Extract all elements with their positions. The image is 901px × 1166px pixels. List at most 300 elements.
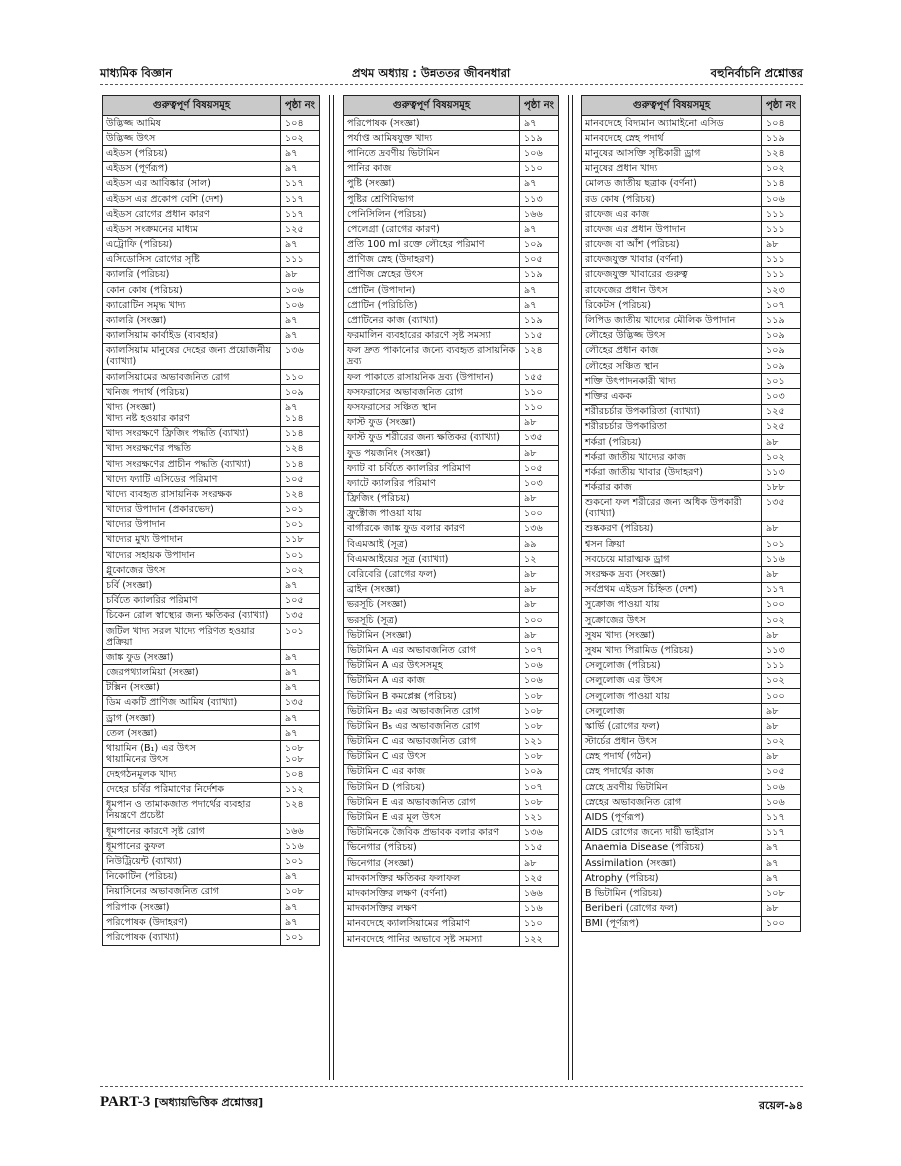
topic-cell: শরীরচর্চার উপকারিতা (ব্যাখ্যা) [582, 404, 762, 419]
page-cell: ১০৬ [281, 298, 320, 313]
topic-cell: প্রতি 100 ml রক্তে লৌহের পরিমাণ [344, 237, 520, 252]
table-row [344, 116, 559, 131]
table-row [582, 419, 801, 434]
topic-cell: দেহের চর্বির পরিমাণের নির্দেশক [103, 782, 281, 797]
table-row [103, 578, 320, 593]
page-cell: ১২ [520, 552, 559, 567]
page-cell: ১১৯ [762, 313, 801, 328]
topic-cell: চর্বি (সংজ্ঞা) [103, 578, 281, 593]
page-cell: ৯৭ [281, 726, 320, 741]
page-cell: ১০৮ ১০৮ [281, 741, 320, 767]
table-row [582, 450, 801, 465]
page-cell: ১০৮ [520, 749, 559, 764]
topic-cell: Atrophy (পরিচয়) [582, 871, 762, 886]
topic-cell: সুষম খাদ্য (সংজ্ঞা) [582, 628, 762, 643]
table-row [582, 161, 801, 176]
index-column-1 [102, 95, 320, 946]
table-row [344, 131, 559, 146]
page-cell: ১০৬ [762, 795, 801, 810]
topic-cell: ফ্রিজিং (পরিচয়) [344, 491, 520, 506]
table-row [344, 370, 559, 385]
topic-cell: শর্করা (পরিচয়) [582, 434, 762, 449]
page-cell: ১৩৬ [520, 825, 559, 840]
part-number: PART-3 [100, 1094, 151, 1110]
page-cell: ৯৮ [762, 521, 801, 536]
page-cell: ১১০ [520, 385, 559, 400]
page-cell: ৯৭ [520, 283, 559, 298]
page-cell: ৯৮ [762, 749, 801, 764]
table-row [344, 222, 559, 237]
table-row [344, 283, 559, 298]
page-cell: ৯৭ [762, 871, 801, 886]
table-row [582, 404, 801, 419]
topic-cell: নিউট্রিয়েন্ট (ব্যাখ্যা) [103, 854, 281, 869]
page-cell: ১০৬ [520, 146, 559, 161]
page-cell: ১০৯ [520, 237, 559, 252]
table-row [582, 764, 801, 779]
table-row [582, 810, 801, 825]
topic-cell: জেরপথ্যালমিয়া (সংজ্ঞা) [103, 665, 281, 680]
page-cell: ১০৮ [520, 795, 559, 810]
table-row [103, 650, 320, 665]
table-row [582, 795, 801, 810]
table-row [344, 643, 559, 658]
table-row [582, 298, 801, 313]
topic-cell: উদ্ভিজ্জ আমিষ [103, 116, 281, 131]
table-row [344, 734, 559, 749]
table-row [103, 267, 320, 282]
page-cell: ৯৭ [281, 313, 320, 328]
table-row [103, 665, 320, 680]
page-cell: ১০৫ [520, 252, 559, 267]
page-cell: ১০১ [762, 537, 801, 552]
page-cell: ১৬৬ [281, 824, 320, 839]
topic-cell: ফল পাকাতে রাসায়নিক দ্রব্য (উপাদান) [344, 370, 520, 385]
page-cell: ১১০ [520, 161, 559, 176]
table-row [582, 886, 801, 901]
table-row [344, 161, 559, 176]
topic-cell: ভিনেগার (পরিচয়) [344, 840, 520, 855]
page-cell: ১১৬ [520, 901, 559, 916]
table-row [103, 797, 320, 823]
topic-cell: ক্যালসিয়াম কার্বাইড (ব্যবহার) [103, 328, 281, 343]
topic-cell: শুষ্ককরণ (পরিচয়) [582, 521, 762, 536]
topic-cell: টক্সিন (সংজ্ঞা) [103, 680, 281, 695]
topic-cell: ভিটামিন A এর কাজ [344, 673, 520, 688]
table-row [103, 710, 320, 725]
topic-cell: গ্লুকোজের উৎস [103, 563, 281, 578]
topic-cell: ফাস্ট ফুড শরীরের জন্য ক্ষতিকর (ব্যাখ্যা) [344, 430, 520, 445]
page-cell: ১১৭ [281, 207, 320, 222]
table-row [344, 613, 559, 628]
table-row [582, 734, 801, 749]
topic-cell: ভিটামিনকে জৈবিক প্রভাবক বলার কারণ [344, 825, 520, 840]
table-row [103, 532, 320, 547]
header-divider [100, 84, 803, 85]
table-row [103, 328, 320, 343]
topic-cell: ভিটামিন (সংজ্ঞা) [344, 628, 520, 643]
index-column-3 [581, 95, 801, 932]
table-row [103, 207, 320, 222]
topic-cell: বিএমআই (সূত্র) [344, 537, 520, 552]
table-row [582, 582, 801, 597]
table-row [344, 567, 559, 582]
part-subtitle: [অধ্যায়ভিত্তিক প্রশ্নোত্তর] [154, 1096, 264, 1109]
page-cell: ৯৭ [281, 869, 320, 884]
table-row [103, 456, 320, 471]
table-row [582, 628, 801, 643]
topic-cell: নিকোটিন (পরিচয়) [103, 869, 281, 884]
table-row [582, 328, 801, 343]
table-row [344, 445, 559, 460]
topic-cell: তেল (সংজ্ঞা) [103, 726, 281, 741]
table-row [344, 856, 559, 871]
table-row [103, 608, 320, 623]
topic-cell: ধূমপানের কুফল [103, 839, 281, 854]
page-cell: ১১৩ [520, 191, 559, 206]
page-cell: ৯৮ [762, 704, 801, 719]
table-row [344, 704, 559, 719]
table-row [103, 884, 320, 899]
page-cell: ৯৭ [281, 578, 320, 593]
table-row [344, 400, 559, 415]
page-cell: ১১৪ [281, 456, 320, 471]
page-cell: ১২১ [520, 734, 559, 749]
table-row [103, 915, 320, 930]
topic-cell: সেলুলোজ [582, 704, 762, 719]
page-header-cell: পৃষ্ঠা নং [281, 96, 320, 116]
topic-cell: থায়ামিন (B₁) এর উৎস থায়ামিনের উৎস [103, 741, 281, 767]
page-cell: ১০৭ [520, 780, 559, 795]
table-row [103, 900, 320, 915]
topic-cell: মানবদেহে স্নেহ পদার্থ [582, 131, 762, 146]
page-cell: ১০১ [281, 930, 320, 945]
page-cell: ১৩৫ [762, 495, 801, 521]
page-cell: ১০৬ [281, 283, 320, 298]
page-cell: ১৩৬ [520, 521, 559, 536]
topic-cell: শরীরচর্চার উপকারিতা [582, 419, 762, 434]
page-cell: ৯৭ ১১৪ [281, 400, 320, 426]
table-row [103, 680, 320, 695]
page-cell: ১০০ [762, 688, 801, 703]
index-table-3 [581, 95, 801, 932]
topic-cell: খাদ্যের সহায়ক উপাদান [103, 548, 281, 563]
page-cell: ১০১ [281, 502, 320, 517]
page-cell: ১২৫ [520, 871, 559, 886]
page-cell: ১১৫ [520, 840, 559, 855]
column-divider [568, 95, 573, 1080]
table-row [582, 704, 801, 719]
topic-cell: স্টার্চের প্রধান উৎস [582, 734, 762, 749]
page-cell: ১২৪ [281, 797, 320, 823]
topic-cell: কোন কোষ (পরিচয়) [103, 283, 281, 298]
page-cell: ১০৫ [281, 593, 320, 608]
topic-cell: ড্রাগ (সংজ্ঞা) [103, 710, 281, 725]
table-row [344, 749, 559, 764]
table-row [103, 426, 320, 441]
page-cell: ১০০ [762, 916, 801, 931]
page-cell: ১০৬ [520, 673, 559, 688]
page-cell: ১০৯ [281, 385, 320, 400]
topic-cell: দেহগঠনমূলক খাদ্য [103, 767, 281, 782]
table-row [582, 658, 801, 673]
index-column-2 [343, 95, 559, 947]
page-cell: ৯৭ [281, 650, 320, 665]
topic-cell: শ্বসন ক্রিয়া [582, 537, 762, 552]
page-cell: ১১৩ [762, 465, 801, 480]
topic-cell: প্রোটিন (উপাদান) [344, 283, 520, 298]
page-number: রয়েল-৯৪ [759, 1099, 803, 1112]
topic-cell: সেলুলোজ এর উৎস [582, 673, 762, 688]
topic-cell: ফুড পয়জনিং (সংজ্ঞা) [344, 445, 520, 460]
column-divider [329, 95, 334, 1080]
table-row [103, 624, 320, 650]
page-cell: ১১১ [762, 252, 801, 267]
page-cell: ১০৮ [520, 688, 559, 703]
topic-cell: রাফেজ বা আঁশ (পরিচয়) [582, 237, 762, 252]
table-row [344, 688, 559, 703]
table-row [582, 749, 801, 764]
table-row [344, 825, 559, 840]
topic-cell: সর্বপ্রথম এইডস চিহ্নিত (দেশ) [582, 582, 762, 597]
page-cell: ১০৯ [762, 328, 801, 343]
page-cell: ১১৪ [281, 426, 320, 441]
topic-cell: BMI (পূর্ণরূপ) [582, 916, 762, 931]
topic-cell: এইডস (পরিচয়) [103, 146, 281, 161]
page-cell: ১০১ [281, 517, 320, 532]
table-row [582, 673, 801, 688]
page-cell: ১৩৫ [520, 430, 559, 445]
table-row [103, 824, 320, 839]
table-row [344, 552, 559, 567]
table-row [582, 643, 801, 658]
page-cell: ১২৫ [762, 419, 801, 434]
footer-divider [100, 1086, 803, 1087]
page-cell: ১১৭ [762, 582, 801, 597]
topic-cell: ব্রাইন (সংজ্ঞা) [344, 582, 520, 597]
topic-cell: ডিম একটি প্রাণিজ আমিষ (ব্যাখ্যা) [103, 695, 281, 710]
page-cell: ১০৭ [762, 298, 801, 313]
page-cell: ১০৯ [520, 764, 559, 779]
topic-cell: ভিটামিন C এর কাজ [344, 764, 520, 779]
table-row [582, 191, 801, 206]
page-cell: ১০২ [762, 673, 801, 688]
page-cell: ১০২ [281, 131, 320, 146]
table-row [344, 237, 559, 252]
topic-cell: ভিটামিন B কমপ্লেক্স (পরিচয়) [344, 688, 520, 703]
table-row [344, 343, 559, 369]
topic-cell: জটিল খাদ্য সরল খাদ্যে পরিণত হওয়ার প্রক্রিয়া [103, 624, 281, 650]
table-row [103, 131, 320, 146]
table-row [582, 495, 801, 521]
page-cell: ৯৭ [281, 237, 320, 252]
topic-cell: রাফেজযুক্ত খাবারের গুরুত্ব [582, 267, 762, 282]
page-cell: ৯৮ [281, 267, 320, 282]
table-row [344, 886, 559, 901]
topic-cell: লৌহের সঞ্চিত স্থান [582, 359, 762, 374]
table-row [344, 795, 559, 810]
table-row [582, 359, 801, 374]
topic-cell: স্কার্ভি (রোগের ফল) [582, 719, 762, 734]
topic-cell: সেলুলোজ পাওয়া যায় [582, 688, 762, 703]
topic-cell: ভরসূচি (সংজ্ঞা) [344, 597, 520, 612]
page-cell: ১০৫ [281, 472, 320, 487]
topic-cell: Beriberi (রোগের ফল) [582, 901, 762, 916]
topic-cell: মানবদেহে ক্যালসিয়ামের পরিমাণ [344, 916, 520, 931]
topic-cell: সংরক্ষক দ্রব্য (সংজ্ঞা) [582, 567, 762, 582]
page-cell: ১২৪ [281, 487, 320, 502]
table-row [582, 567, 801, 582]
topic-cell: স্নেহ পদার্থ (গঠন) [582, 749, 762, 764]
topic-cell: ভিটামিন B₂ এর অভাবজনিত রোগ [344, 704, 520, 719]
page-cell: ১২৪ [281, 441, 320, 456]
topic-cell: পুষ্টি (সংজ্ঞা) [344, 176, 520, 191]
table-row [103, 441, 320, 456]
topic-cell: ভিটামিন B₅ এর অভাবজনিত রোগ [344, 719, 520, 734]
table-row [103, 237, 320, 252]
topic-cell: এইডস এর আবিষ্কার (সাল) [103, 176, 281, 191]
topic-cell: খাদ্য সংরক্ষণের প্রাচীন পদ্ধতি (ব্যাখ্যা) [103, 456, 281, 471]
topic-cell: সুক্রোজের উৎস [582, 613, 762, 628]
table-row [582, 825, 801, 840]
topic-cell: শর্করা জাতীয় খাদ্যের কাজ [582, 450, 762, 465]
table-row [582, 222, 801, 237]
page-cell: ১০২ [762, 450, 801, 465]
table-row [582, 374, 801, 389]
table-row [103, 116, 320, 131]
page-cell: ৯৮ [762, 567, 801, 582]
page-cell: ১০২ [762, 613, 801, 628]
page-cell: ১০৬ [520, 658, 559, 673]
topic-cell: পানিতে দ্রবণীয় ভিটামিন [344, 146, 520, 161]
page-cell: ১১৬ [281, 839, 320, 854]
page-cell: ৯৭ [281, 328, 320, 343]
table-row [103, 548, 320, 563]
page-cell: ১১৯ [520, 313, 559, 328]
page-cell: ১১২ [281, 782, 320, 797]
topic-cell: চিকেন রোল স্বাস্থ্যের জন্য ক্ষতিকর (ব্যাখ্যা) [103, 608, 281, 623]
page-cell: ১২১ [520, 810, 559, 825]
topic-cell: শক্তির একক [582, 389, 762, 404]
page-cell: ১১৯ [520, 267, 559, 282]
table-row [103, 283, 320, 298]
topic-cell: পরিপোষক (ব্যাখ্যা) [103, 930, 281, 945]
page-cell: ১২৪ [520, 343, 559, 369]
page-cell: ৯৮ [762, 237, 801, 252]
topic-cell: পর্যাপ্ত আমিষযুক্ত খাদ্য [344, 131, 520, 146]
page-cell: ১২৩ [762, 283, 801, 298]
table-row [582, 916, 801, 931]
page-cell: ১১৩ [762, 643, 801, 658]
topic-cell: খাদ্য (সংজ্ঞা) খাদ্য নষ্ট হওয়ার কারণ [103, 400, 281, 426]
subject-title: মাধ্যমিক বিজ্ঞান [100, 66, 173, 80]
topic-cell: ফল দ্রুত পাকানোর জন্যে ব্যবহৃত রাসায়নিক দ্রব্য [344, 343, 520, 369]
topic-cell: ভিনেগার (সংজ্ঞা) [344, 856, 520, 871]
table-row [582, 613, 801, 628]
page-cell: ৯৮ [520, 445, 559, 460]
topic-cell: শর্করার কাজ [582, 480, 762, 495]
table-row [344, 461, 559, 476]
topic-cell: ধূমপান ও তামাকজাত পদার্থের ব্যবহার নিয়ন্ত্রণে প্রচেষ্টা [103, 797, 281, 823]
table-row [344, 764, 559, 779]
page-cell: ১৩৫ [281, 608, 320, 623]
topic-cell: Anaemia Disease (পরিচয়) [582, 840, 762, 855]
topic-cell: এইডস (পূর্ণরূপ) [103, 161, 281, 176]
topic-cell: ফ্রুক্টোজ পাওয়া যায় [344, 506, 520, 521]
table-row [582, 480, 801, 495]
page-cell: ১০৫ [520, 461, 559, 476]
topic-cell: খাদ্য সংরক্ষণে ফ্রিজিং পদ্ধতি (ব্যাখ্যা) [103, 426, 281, 441]
topic-cell: মোলড জাতীয় ছত্রাক (বর্ণনা) [582, 176, 762, 191]
topic-cell: ফ্যাট বা চর্বিতে ক্যালরির পরিমাণ [344, 461, 520, 476]
topic-cell: সুক্রোজ পাওয়া যায় [582, 597, 762, 612]
page-cell: ১১৫ [520, 328, 559, 343]
table-row [103, 502, 320, 517]
page-cell: ১০০ [520, 506, 559, 521]
table-header-row [103, 96, 320, 116]
topic-cell: খাদ্যের উপাদান (প্রকারভেদ) [103, 502, 281, 517]
page-cell: ১১০ [520, 400, 559, 415]
page-cell: ১১০ [520, 916, 559, 931]
topic-cell: জাঙ্ক ফুড (সংজ্ঞা) [103, 650, 281, 665]
table-row [103, 767, 320, 782]
table-row [344, 328, 559, 343]
topic-cell: মাদকাসক্তির লক্ষণ [344, 901, 520, 916]
topic-cell: ফ্যাটে ক্যালরির পরিমাণ [344, 476, 520, 491]
topic-cell: খাদ্যের মুখ্য উপাদান [103, 532, 281, 547]
topic-cell: খাদ্য সংরক্ষণের পদ্ধতি [103, 441, 281, 456]
page-cell: ১২৫ [281, 222, 320, 237]
page-cell: ১১৭ [762, 810, 801, 825]
topic-cell: মানবদেহে পানির অভাবে সৃষ্ট সমস্যা [344, 931, 520, 946]
page-cell: ১২৪ [762, 146, 801, 161]
topic-cell: খনিজ পদার্থ (পরিচয়) [103, 385, 281, 400]
topic-cell: মানুষের আসক্তি সৃষ্টিকারী ড্রাগ [582, 146, 762, 161]
page-cell: ৯৭ [520, 176, 559, 191]
topic-cell: ফরমালিন ব্যবহারের কারণে সৃষ্ট সমস্যা [344, 328, 520, 343]
page-cell: ১০১ [281, 854, 320, 869]
topic-cell: রাফেজযুক্ত খাবার (বর্ণনা) [582, 252, 762, 267]
page-cell: ১১৯ [762, 131, 801, 146]
table-row [103, 563, 320, 578]
table-row [344, 191, 559, 206]
topic-cell: লৌহের উদ্ভিজ্জ উৎস [582, 328, 762, 343]
topic-cell: রাফেজের প্রধান উৎস [582, 283, 762, 298]
page-cell: ১০১ [762, 374, 801, 389]
page-cell: ১০৬ [762, 191, 801, 206]
page-cell: ১০৮ [520, 719, 559, 734]
table-row [582, 521, 801, 536]
page-cell: ৯৭ [281, 710, 320, 725]
topic-cell: ক্যালসিয়ামের অভাবজনিত রোগ [103, 370, 281, 385]
table-row [582, 719, 801, 734]
page-cell: ১৬৬ [520, 886, 559, 901]
topic-cell: AIDS রোগের জন্যে দায়ী ভাইরাস [582, 825, 762, 840]
topic-cell: সেলুলোজ (পরিচয়) [582, 658, 762, 673]
topic-cell: এইডস সংক্রমনের মাধ্যম [103, 222, 281, 237]
table-row [582, 207, 801, 222]
table-row [103, 176, 320, 191]
table-row [344, 267, 559, 282]
page-cell: ১৩৫ [281, 695, 320, 710]
topic-cell: সুষম খাদ্য পিরামিড (পরিচয়) [582, 643, 762, 658]
chapter-title: প্রথম অধ্যায় : উন্নততর জীবনধারা [352, 66, 511, 80]
topic-cell: লিপিড জাতীয় খাদ্যের মৌলিক উপাদান [582, 313, 762, 328]
page-cell: ১১১ [281, 252, 320, 267]
page-cell: ১১৭ [281, 176, 320, 191]
table-row [103, 869, 320, 884]
table-row [344, 146, 559, 161]
